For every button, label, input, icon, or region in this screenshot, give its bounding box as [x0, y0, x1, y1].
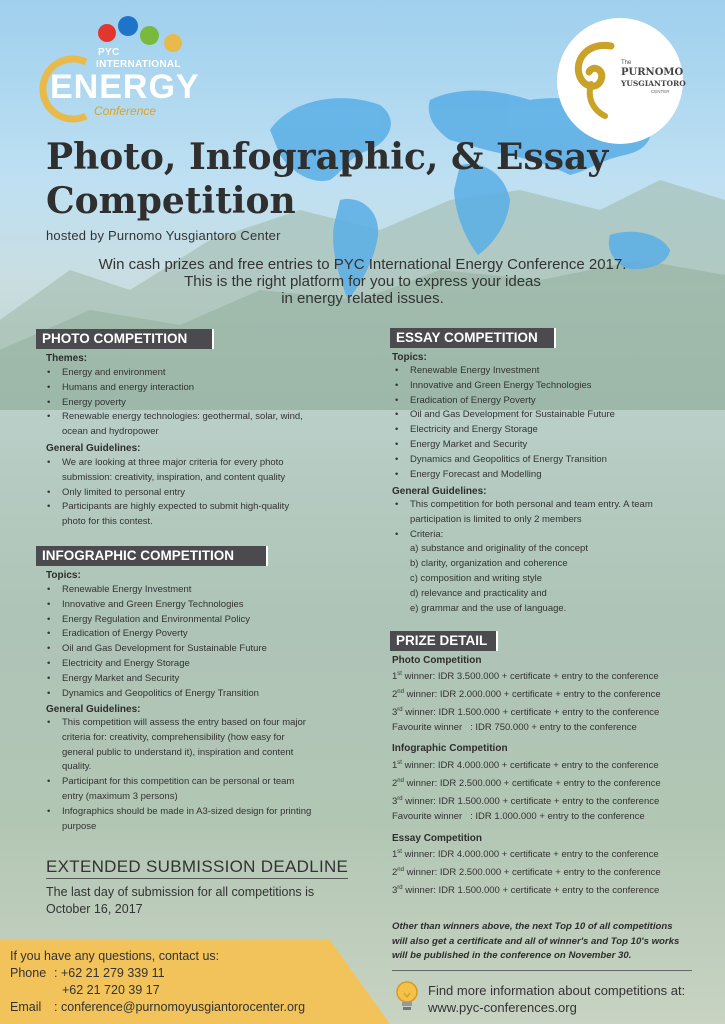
prize-photo-list [392, 667, 717, 736]
list-item-continuation: ocean and hydropower [62, 426, 159, 438]
essay-topics-label: Topics: [392, 352, 427, 363]
deadline-line2: October 16, 2017 [46, 902, 143, 916]
essay-guidelines-label: General Guidelines: [392, 486, 487, 497]
list-item: • Renewable Energy Investment [44, 583, 354, 598]
prize-line: 3rd winner: IDR 1.500.000 + certificate + entry to the conference [392, 706, 660, 719]
partner-emblem-icon [571, 40, 619, 120]
conference-logo [36, 14, 200, 124]
prize-line: 1st winner: IDR 4.000.000 + certificate + entry to the conference [392, 849, 659, 861]
list-item: • Only limited to personal entry [44, 486, 354, 501]
partner-name1-text: PURNOMO [621, 67, 684, 78]
photo-themes-list [44, 366, 354, 440]
list-item: • Electricity and Energy Storage [44, 657, 354, 672]
note-line2: will also get a certificate and all of winner's and Top 10's works [392, 935, 680, 947]
hosted-by: hosted by Purnomo Yusgiantoro Center [46, 228, 281, 243]
note-line3: will be published in the conference on November 30. [392, 950, 632, 961]
list-item-continuation: e) grammar and the use of language. [410, 602, 567, 614]
more-info-url[interactable]: www.pyc-conferences.org [428, 1000, 577, 1015]
infographic-guidelines-list [44, 716, 354, 834]
more-info-text: Find more information about competitions at: [428, 983, 686, 998]
page-title-line2: Competition [46, 180, 296, 222]
email-label: Email [10, 1000, 42, 1014]
list-item: • Energy Regulation and Environmental Policy [44, 613, 354, 628]
list-item: • Oil and Gas Development for Sustainable Future [392, 408, 712, 423]
essay-competition-heading: ESSAY COMPETITION [390, 328, 556, 348]
infographic-competition-heading: INFOGRAPHIC COMPETITION [36, 546, 268, 566]
prize-line: 3rd winner: IDR 1.500.000 + certificate + entry to the conference [392, 884, 660, 897]
logo-dot-red [98, 24, 116, 42]
list-item: • Innovative and Green Energy Technologies [44, 598, 354, 613]
list-item: • Dynamics and Geopolitics of Energy Transition [392, 453, 712, 468]
prize-essay-list [392, 845, 717, 899]
list-item: • Energy Market and Security [392, 438, 712, 453]
list-item-continuation: photo for this contest. [62, 516, 153, 528]
partner-name2-text: YUSGIANTORO [621, 79, 686, 88]
list-item: • Participant for this competition can be personal or team [44, 775, 354, 790]
list-item: • Eradication of Energy Poverty [392, 394, 712, 409]
photo-themes-label: Themes: [46, 353, 88, 364]
prize-essay-label: Essay Competition [392, 833, 483, 844]
list-item-continuation: purpose [62, 820, 97, 832]
list-item-continuation: submission: creativity, inspiration, and content quality [62, 471, 286, 483]
intro-line2: This is the right platform for you to express your ideas [184, 273, 541, 290]
prize-line-favourite: Favourite winner : IDR 1.000.000 + entry to the conference [392, 810, 645, 822]
phone-number-1[interactable]: : +62 21 279 339 11 [54, 966, 165, 980]
logo-energy-text: ENERGY [50, 68, 200, 106]
list-item: • Innovative and Green Energy Technologies [392, 379, 712, 394]
contact-intro: If you have any questions, contact us: [10, 949, 220, 963]
logo-dot-gold [164, 34, 182, 52]
list-item: • Criteria: [392, 528, 712, 543]
list-item: • Humans and energy interaction [44, 381, 354, 396]
photo-competition-heading: PHOTO COMPETITION [36, 329, 214, 349]
logo-dot-blue [118, 16, 138, 36]
list-item: • Electricity and Energy Storage [392, 423, 712, 438]
infographic-topics-label: Topics: [46, 570, 81, 581]
list-item: • This competition will assess the entry based on four major [44, 716, 354, 731]
list-item: • Oil and Gas Development for Sustainable Future [44, 642, 354, 657]
list-item-continuation: entry (maximum 3 persons) [62, 790, 178, 802]
list-item-continuation: b) clarity, organization and coherence [410, 558, 568, 570]
logo-international-text: INTERNATIONAL [96, 59, 181, 70]
list-item-continuation: participation is limited to only 2 members [410, 513, 582, 525]
prize-infographic-list [392, 756, 717, 825]
prize-detail-heading: PRIZE DETAIL [390, 631, 498, 651]
list-item: • This competition for both personal and team entry. A team [392, 498, 712, 513]
list-item-continuation: quality. [62, 761, 92, 773]
logo-pyc-text: PYC [98, 47, 120, 58]
list-item: • Renewable Energy Investment [392, 364, 712, 379]
top10-note [392, 920, 717, 964]
page-title-line1: Photo, Infographic, & Essay [46, 136, 609, 178]
deadline-line1: The last day of submission for all competitions is [46, 885, 315, 899]
infographic-topics-list [44, 583, 354, 701]
deadline-heading: EXTENDED SUBMISSION DEADLINE [46, 857, 349, 876]
photo-guidelines-list [44, 456, 354, 530]
logo-dot-green [140, 26, 159, 45]
list-item: • Energy and environment [44, 366, 354, 381]
list-item: • Participants are highly expected to submit high-quality [44, 500, 354, 515]
prize-line-favourite: Favourite winner : IDR 750.000 + entry to the conference [392, 721, 637, 733]
prize-line: 2nd winner: IDR 2.500.000 + certificate + entry to the conference [392, 777, 661, 790]
list-item-continuation: c) composition and writing style [410, 572, 542, 584]
list-item-continuation: d) relevance and practicality and [410, 587, 547, 599]
list-item: • Eradication of Energy Poverty [44, 627, 354, 642]
partner-the-text: The [621, 60, 632, 66]
essay-guidelines-list [392, 498, 712, 616]
list-item: • Infographics should be made in A3-sized design for printing [44, 805, 354, 820]
partner-center-text: CENTER [651, 89, 670, 94]
note-divider [392, 970, 692, 971]
list-item: • Dynamics and Geopolitics of Energy Transition [44, 687, 354, 702]
prize-line: 3rd winner: IDR 1.500.000 + certificate + entry to the conference [392, 795, 660, 808]
phone-number-2[interactable]: +62 21 720 39 17 [62, 983, 160, 997]
list-item: • Renewable energy technologies: geothermal, solar, wind, [44, 410, 354, 425]
list-item-continuation: general public to understand it), inspiration and content [62, 746, 294, 758]
prize-line: 1st winner: IDR 3.500.000 + certificate + entry to the conference [392, 671, 659, 683]
list-item-continuation: criteria for: creativity, comprehensibility (how easy for [62, 731, 285, 743]
logo-conference-text: Conference [94, 104, 157, 118]
prize-line: 2nd winner: IDR 2.000.000 + certificate + entry to the conference [392, 688, 661, 701]
list-item: • We are looking at three major criteria for every photo [44, 456, 354, 471]
prize-photo-label: Photo Competition [392, 655, 482, 666]
email-address[interactable]: : conference@purnomoyusgiantorocenter.org [54, 1000, 306, 1014]
infographic-guidelines-label: General Guidelines: [46, 704, 141, 715]
list-item: • Energy Forecast and Modelling [392, 468, 712, 483]
list-item: • Energy poverty [44, 396, 354, 411]
phone-label: Phone [10, 966, 47, 980]
deadline-underline [46, 878, 348, 879]
prize-line: 2nd winner: IDR 2.500.000 + certificate + entry to the conference [392, 866, 661, 879]
intro-line3: in energy related issues. [281, 290, 444, 307]
photo-guidelines-label: General Guidelines: [46, 443, 141, 454]
note-line1: Other than winners above, the next Top 10 of all competitions [392, 921, 673, 932]
prize-infographic-label: Infographic Competition [392, 743, 508, 754]
lightbulb-icon [394, 980, 420, 1014]
prize-line: 1st winner: IDR 4.000.000 + certificate + entry to the conference [392, 760, 659, 772]
list-item: • Energy Market and Security [44, 672, 354, 687]
essay-topics-list [392, 364, 712, 482]
intro-line1: Win cash prizes and free entries to PYC International Energy Conference 2017. [98, 256, 627, 273]
partner-logo [557, 18, 686, 144]
list-item-continuation: a) substance and originality of the concept [410, 543, 588, 555]
